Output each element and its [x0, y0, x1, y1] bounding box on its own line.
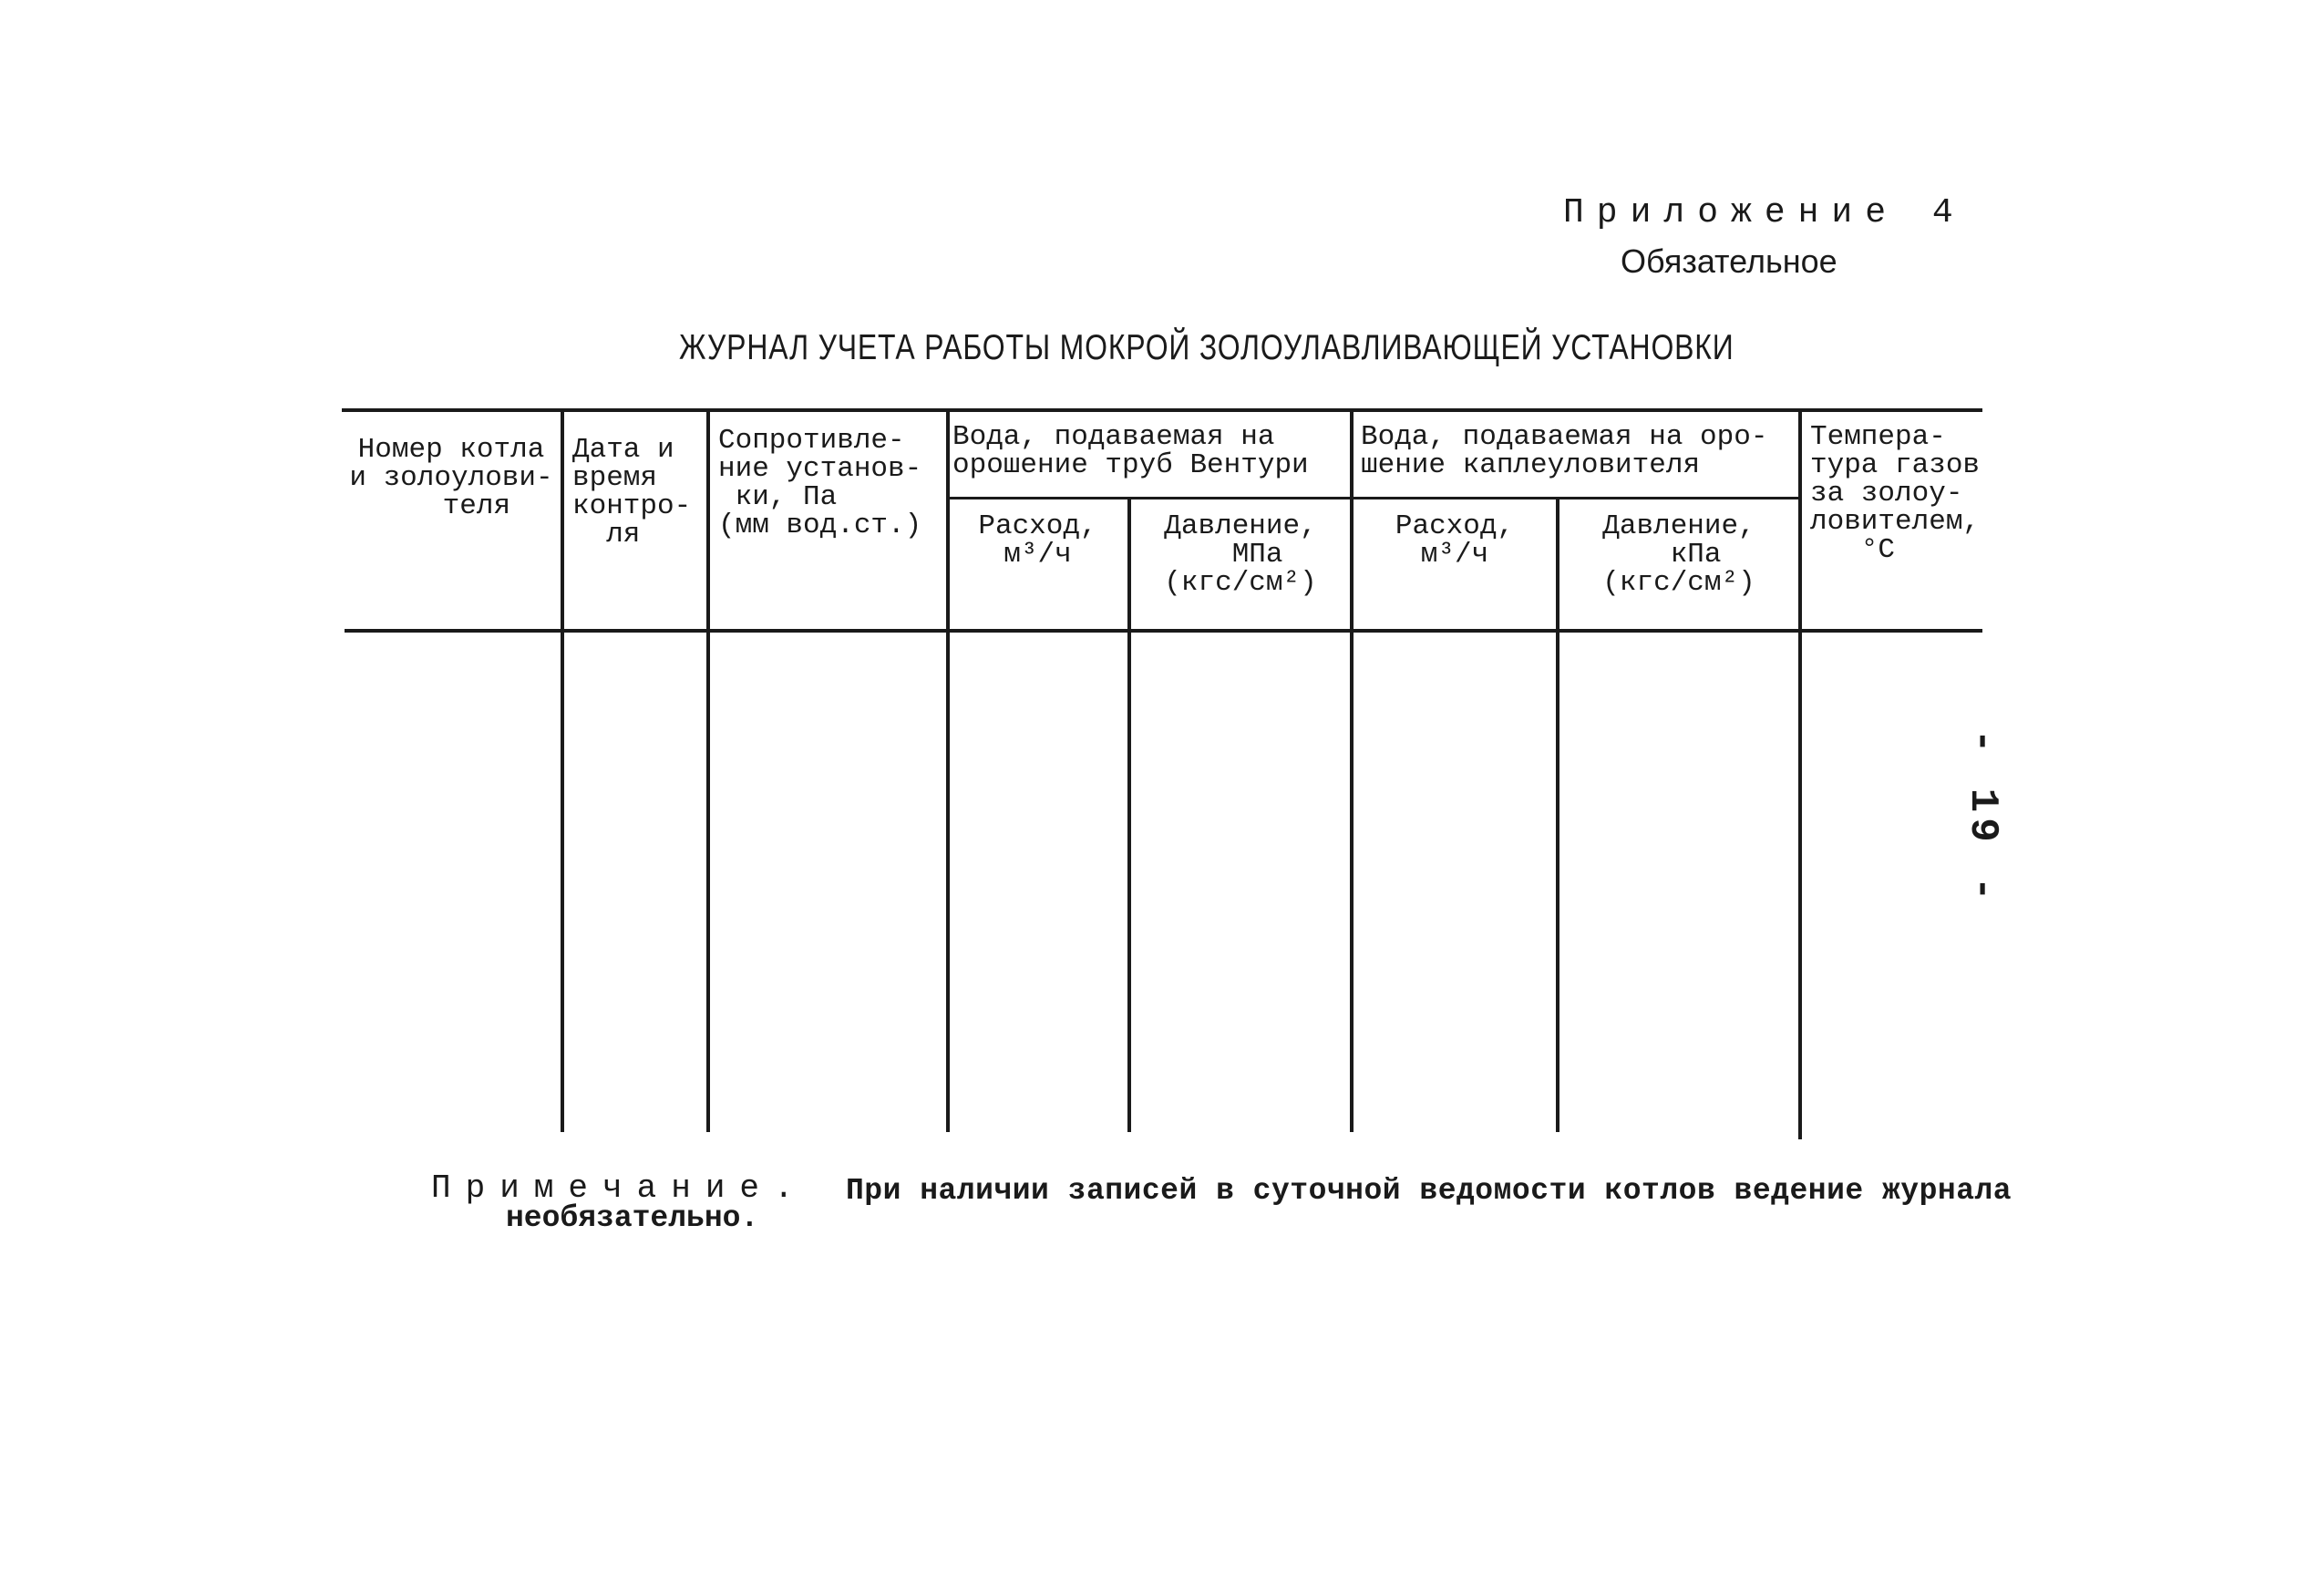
header-venturi-pressure: Давление, МПа (кгс/см²): [1164, 510, 1317, 599]
header-venturi-water: Вода, подаваемая на орошение труб Вентури: [952, 421, 1309, 481]
column-divider-1: [561, 410, 564, 1132]
page-number: - 19 -: [1960, 729, 2005, 907]
group-header-divider: [948, 497, 1800, 499]
header-droplet-pressure: Давление, кПа (кгс/см²): [1602, 510, 1755, 599]
header-droplet-flow: Расход, м³/ч: [1395, 510, 1515, 571]
page-title: ЖУРНАЛ УЧЕТА РАБОТЫ МОКРОЙ ЗОЛОУЛАВЛИВАЮЩЕЙ УСТАНОВКИ: [679, 328, 1734, 367]
header-gas-temperature: Темпера- тура газов за золоу- ловителем, °С: [1810, 421, 1981, 566]
column-divider-2: [706, 410, 710, 1132]
header-venturi-flow: Расход, м³/ч: [978, 510, 1097, 571]
header-droplet-water: Вода, подаваемая на оро- шение каплеуловителя: [1361, 421, 1768, 481]
header-boiler-number: Номер котла и золоулови- теля: [349, 434, 553, 522]
header-bottom-border: [345, 629, 1982, 633]
note-text-line-1: При наличии записей в суточной ведомости котлов ведение журнала: [846, 1174, 2012, 1208]
table-top-border: [342, 408, 1982, 412]
column-divider-7: [1798, 410, 1802, 1139]
header-resistance: Сопротивле- ние установ- ки, Па (мм вод.ст.): [718, 425, 922, 541]
header-date-time: Дата и время контро- ля: [572, 434, 692, 551]
appendix-status: Обязательное: [1621, 242, 1837, 280]
note-label: Примечание.: [431, 1169, 808, 1207]
note-text-line-2: необязательно.: [506, 1201, 759, 1235]
appendix-label: Приложение 4: [1563, 193, 1966, 232]
